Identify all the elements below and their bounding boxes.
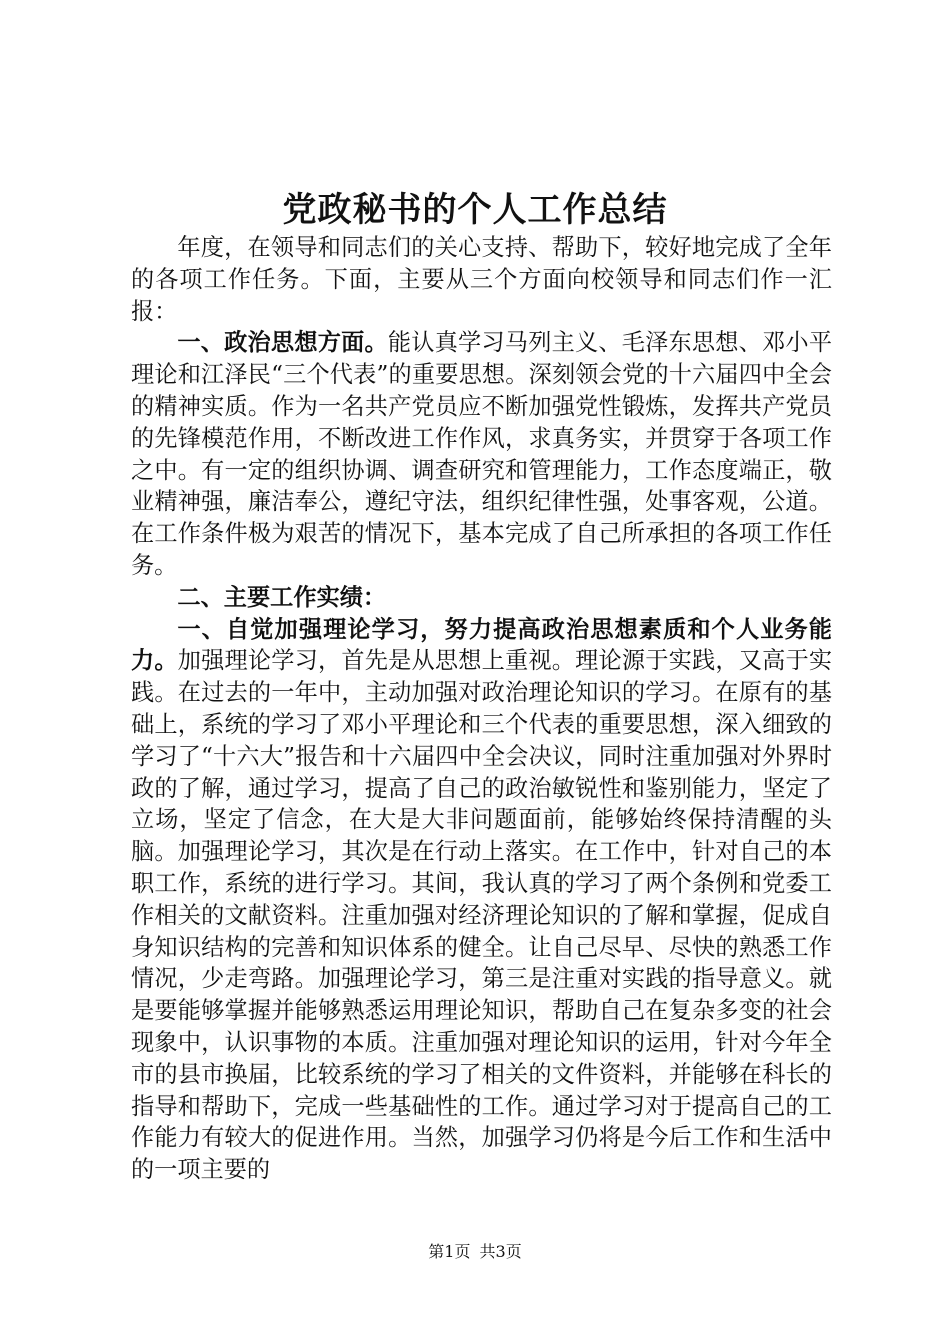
paragraph-text: 年度，在领导和同志们的关心支持、帮助下，较好地完成了全年的各项工作任务。下面，主要从三个方面向校领导和同志们作一汇报： [131,234,832,325]
section-heading: 二、主要工作实绩： [177,583,387,611]
page-number: 第1页 [428,1242,471,1261]
paragraph-theory-study [131,614,832,1186]
document-body [131,232,832,1186]
document-title: 党政秘书的个人工作总结 [282,190,668,230]
section-heading: 一、自觉加强理论学习，努力提高政治思想素质和个人业务能力。 [131,615,832,675]
paragraph-intro [131,232,832,327]
page-footer [0,1240,950,1264]
paragraph-text: 能认真学习马列主义、毛泽东思想、邓小平理论和江泽民“三个代表”的重要思想。深刻领会党的十六届四中全会的精神实质。作为一名共产党员应不断加强党性锻炼，发挥共产党员的先锋模范作用，不断改进工作作风，求真务实，并贯穿于各项工作之中。有一定的组织协调、调查研究和管理能力，工作态度端正，敬业精神强，廉洁奉公，遵纪守法，组织纪律性强，处事客观，公道。在工作条件极为艰苦的情况下，基本完成了自己所承担的各项工作任务。 [131,329,833,579]
paragraph-achievements-heading [131,582,832,614]
section-heading: 一、政治思想方面。 [177,329,388,357]
paragraph-text: 加强理论学习，首先是从思想上重视。理论源于实践，又高于实践。在过去的一年中，主动加强对政治理论知识的学习。在原有的基础上，系统的学习了邓小平理论和三个代表的重要思想，深入细致的学习了“十六大”报告和十六届四中全会决议，同时注重加强对外界时政的了解，通过学习，提高了自己的政治敏锐性和鉴别能力，坚定了立场，坚定了信念，在大是大非问题面前，能够始终保持清醒的头脑。加强理论学习，其次是在行动上落实。在工作中，针对自己的本职工作，系统的进行学习。其间，我认真的学习了两个条例和党委工作相关的文献资料。注重加强对经济理论知识的了解和掌握，促成自身知识结构的完善和知识体系的健全。让自己尽早、尽快的熟悉工作情况，少走弯路。加强理论学习，第三是注重对实践的指导意义。就是要能够掌握并能够熟悉运用理论知识，帮助自己在复杂多变的社会现象中，认识事物的本质。注重加强对理论知识的运用，针对今年全市的县市换届，比较系统的学习了相关的文件资料，并能够在科长的指导和帮助下，完成一些基础性的工作。通过学习对于提高自己的工作能力有较大的促进作用。当然，加强学习仍将是今后工作和生活中的一项主要的 [131,647,833,1184]
paragraph-political [131,327,832,581]
page-total: 共3页 [479,1242,522,1261]
